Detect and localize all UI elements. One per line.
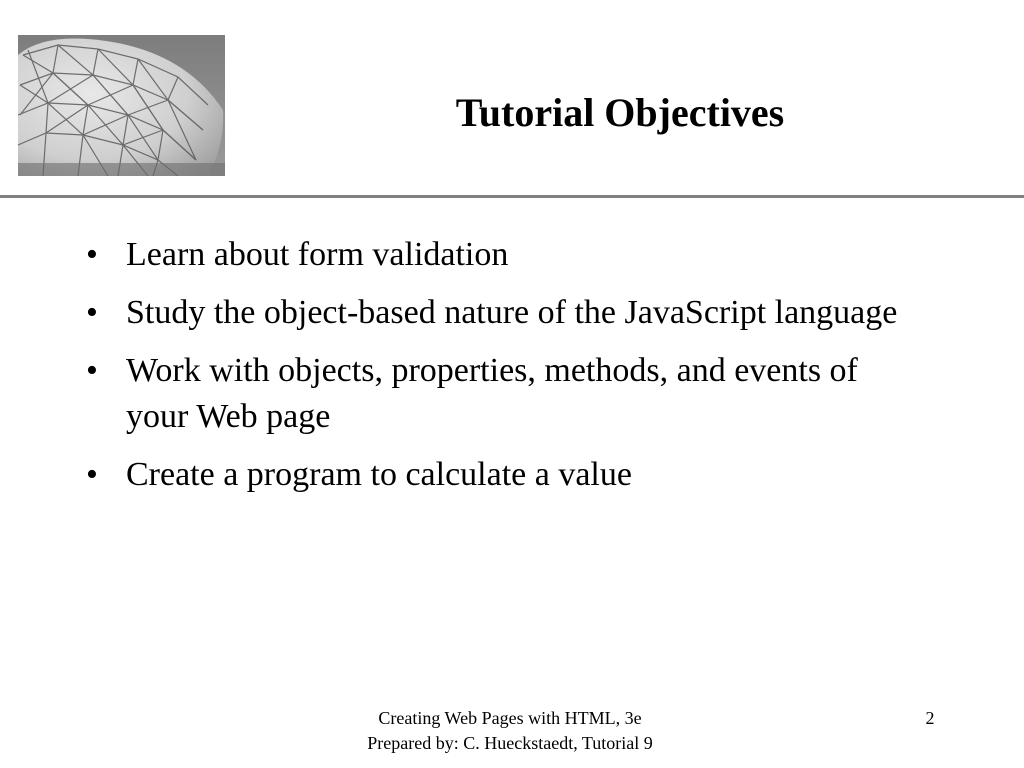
bullet-icon: • (86, 456, 98, 493)
bullet-icon: • (86, 352, 98, 389)
list-item (86, 232, 906, 278)
slide-title: Tutorial Objectives (455, 90, 785, 135)
bullet-text: Study the object-based nature of the JavaScript language (126, 294, 898, 331)
geodesic-dome-photo (18, 35, 225, 176)
bullet-text: Work with objects, properties, methods, and events of your Web page (126, 352, 858, 435)
list-item (86, 452, 906, 498)
footer-line-2: Prepared by: C. Hueckstaedt, Tutorial 9 (367, 733, 653, 753)
slide-footer (310, 706, 710, 756)
objectives-list (86, 232, 906, 510)
bullet-icon: • (86, 294, 98, 331)
footer-line-1: Creating Web Pages with HTML, 3e (378, 708, 642, 728)
page-number: 2 (925, 708, 935, 728)
list-item (86, 348, 906, 440)
header-image (18, 35, 225, 176)
title-divider (0, 195, 1024, 198)
list-item (86, 290, 906, 336)
bullet-icon: • (86, 236, 98, 273)
bullet-text: Create a program to calculate a value (126, 456, 632, 493)
bullet-text: Learn about form validation (126, 236, 509, 273)
